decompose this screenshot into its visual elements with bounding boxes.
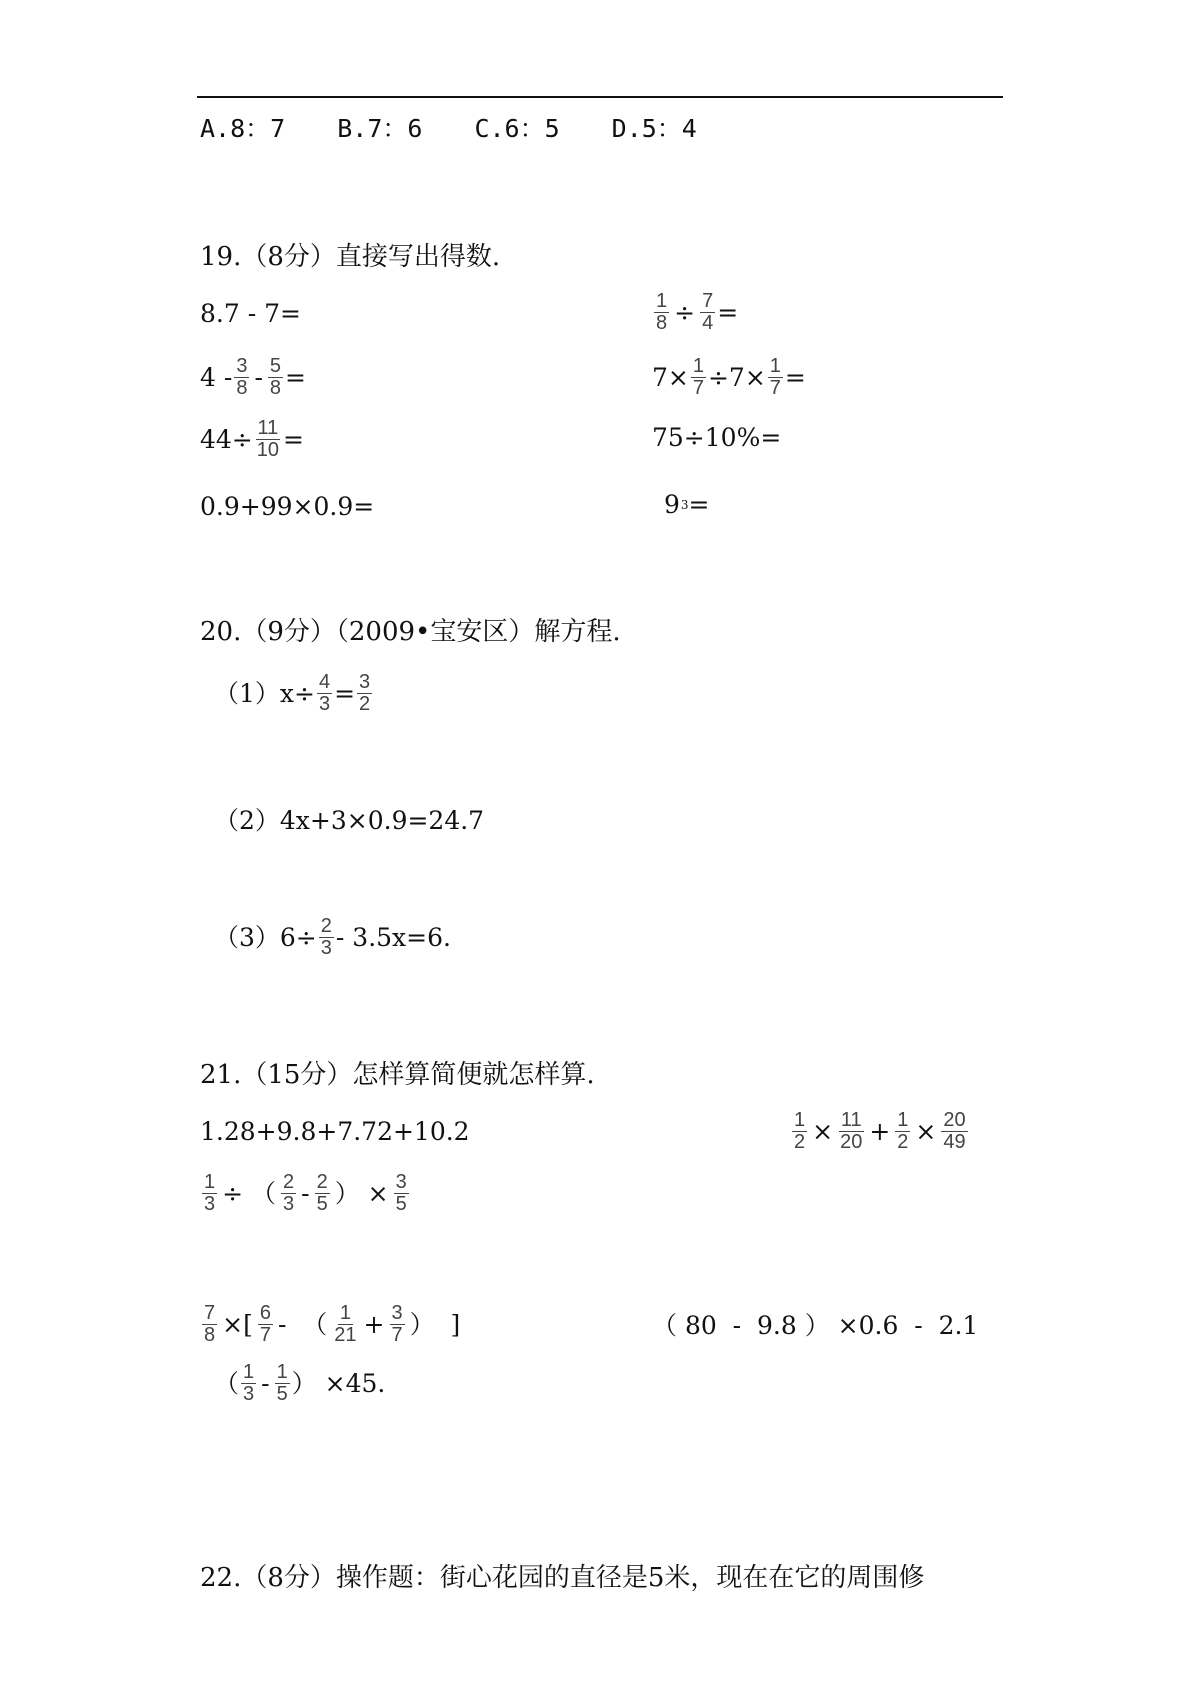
q19-item-7: 0.9+99×0.9=	[200, 492, 375, 521]
option-d: D.5：4	[611, 114, 697, 143]
fraction: $\frac{11}{20}$	[840, 1109, 863, 1153]
fraction: $\frac{11}{10}$	[256, 417, 280, 461]
fraction: $\frac{3}{2}$	[359, 671, 371, 715]
fraction: $\frac{1}{7}$	[692, 355, 704, 399]
q21-item-2: $\frac{1}{2}$ × $\frac{11}{20}$ + $\frac{1}{2}$ × $\frac{20}{49}$	[794, 1109, 966, 1153]
q21-item-3: $\frac{1}{3}$ ÷ （ $\frac{2}{3}$ - $\frac{2}{5}$ ） × $\frac{3}{5}$	[204, 1171, 407, 1215]
q19-heading: 19.（8分）直接写出得数.	[200, 242, 501, 272]
q21-heading: 21.（15分）怎样算简便就怎样算.	[200, 1060, 595, 1090]
fraction: $\frac{1}{3}$	[204, 1171, 216, 1215]
q20-part-1: （1）x÷ $\frac{4}{3}$ = $\frac{3}{2}$	[214, 671, 371, 715]
q20-part-2: （2）4x+3×0.9=24.7	[214, 806, 485, 835]
fraction: $\frac{7}{4}$	[702, 290, 714, 334]
q21-item-5: （ 80 - 9.8 ） ×0.6 - 2.1	[652, 1311, 979, 1340]
fraction: $\frac{6}{7}$	[259, 1302, 271, 1346]
fraction: $\frac{20}{49}$	[943, 1109, 966, 1153]
fraction: $\frac{5}{8}$	[269, 355, 282, 399]
q21-item-4: $\frac{7}{8}$ ×[ $\frac{6}{7}$ - （ $\frac{1}{21}$ + $\frac{3}{7}$ ） ]	[204, 1302, 461, 1346]
q19-item-8: 9 3 =	[664, 490, 710, 519]
q22-heading: 22.（8分）操作题：街心花园的直径是5米，现在在它的周围修	[200, 1563, 925, 1593]
q19-item-3: 4 - $\frac{3}{8}$ - $\frac{5}{8}$ =	[200, 355, 306, 399]
q19-item-1: 8.7 - 7=	[200, 299, 301, 328]
q19-item-2: $\frac{1}{8}$ ÷ $\frac{7}{4}$ =	[656, 290, 739, 334]
fraction: $\frac{4}{3}$	[318, 671, 331, 715]
top-rule	[197, 96, 1003, 98]
fraction: $\frac{2}{3}$	[283, 1171, 295, 1215]
fraction: $\frac{3}{8}$	[236, 355, 248, 399]
q19-item-6: 75÷10%=	[652, 423, 782, 452]
fraction: $\frac{1}{5}$	[276, 1361, 288, 1405]
q20-part-3: （3）6÷ $\frac{2}{3}$ - 3.5x=6.	[214, 915, 451, 959]
q21-item-1: 1.28+9.8+7.72+10.2	[200, 1117, 470, 1146]
fraction: $\frac{1}{21}$	[334, 1302, 357, 1346]
option-a: A.8：7	[200, 114, 286, 143]
fraction: $\frac{1}{7}$	[769, 355, 781, 399]
q19-item-5: 44÷ $\frac{11}{10}$ =	[200, 417, 304, 461]
fraction: $\frac{1}{2}$	[794, 1109, 806, 1153]
option-c: C.6：5	[474, 114, 560, 143]
fraction: $\frac{7}{8}$	[204, 1302, 216, 1346]
fraction: $\frac{1}{3}$	[243, 1361, 255, 1405]
fraction: $\frac{1}{8}$	[656, 290, 668, 334]
q20-heading: 20.（9分）（2009•宝安区）解方程.	[200, 617, 621, 647]
q21-item-6: （ $\frac{1}{3}$ - $\frac{1}{5}$ ） ×45.	[214, 1361, 386, 1405]
q18-options	[200, 112, 749, 146]
fraction: $\frac{2}{3}$	[320, 915, 332, 959]
fraction: $\frac{2}{5}$	[316, 1171, 328, 1215]
fraction: $\frac{1}{2}$	[897, 1109, 909, 1153]
fraction: $\frac{3}{5}$	[395, 1171, 407, 1215]
q19-item-4: 7× $\frac{1}{7}$ ÷7× $\frac{1}{7}$ =	[652, 355, 806, 399]
fraction: $\frac{3}{7}$	[391, 1302, 403, 1346]
option-b: B.7：6	[337, 114, 423, 143]
